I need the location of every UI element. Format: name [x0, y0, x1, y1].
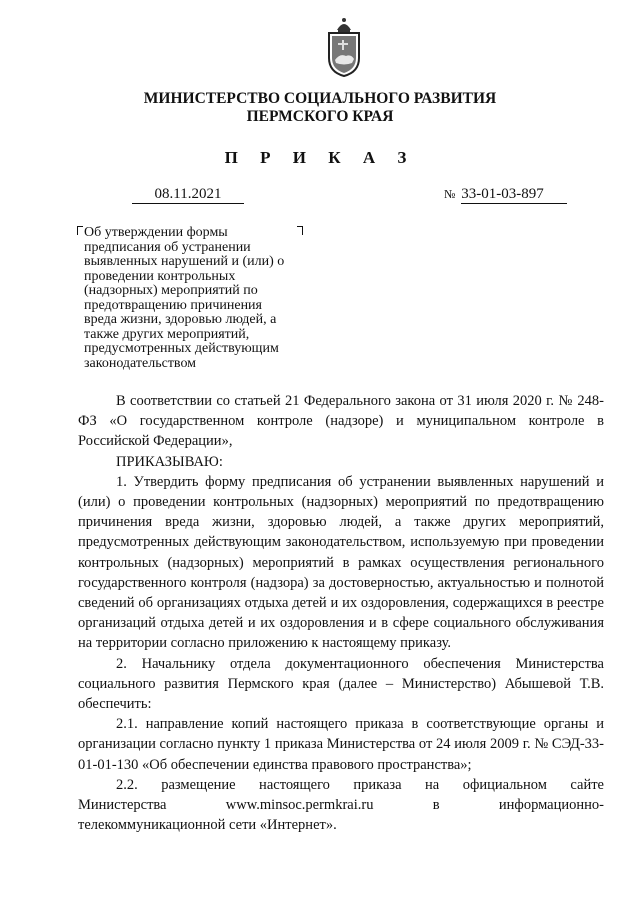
order-subject — [84, 226, 324, 371]
preamble-paragraph: В соответствии со статьей 21 Федерального закона от 31 июля 2020 г. № 248-ФЗ «О государственном контроле (надзоре) и муниципальном контроле в Российской Федерации», — [78, 393, 604, 450]
ministry-name-line2: ПЕРМСКОГО КРАЯ — [246, 108, 394, 125]
subject-line: также других мероприятий, — [84, 326, 250, 342]
order-number-block — [444, 186, 567, 204]
subject-corner-left — [77, 226, 83, 235]
order-item-2-2-line: 2.2. размещение настоящего приказа на официальном сайте — [116, 776, 604, 793]
order-item-2-2-line: Министерства www.minsoc.permkrai.ru в информационно- — [78, 797, 604, 814]
subject-line: проведении контрольных — [84, 268, 236, 284]
coat-of-arms-emblem — [324, 14, 364, 78]
document-type-title: П Р И К А З — [224, 148, 416, 167]
number-sign: № — [444, 187, 456, 201]
subject-line: законодательством — [84, 355, 197, 371]
subject-line: выявленных нарушений и (или) о — [84, 254, 285, 269]
order-item-2: 2. Начальнику отдела документационного обеспечения Министерства социального развития Пермского края (далее – Министерство) Абышевой Т.В. обеспечить: — [78, 655, 604, 713]
subject-line: Об утверждении формы — [84, 225, 228, 240]
order-item-2-1: 2.1. направление копий настоящего приказа в соответствующие органы и организации согласно пункту 1 приказа Министерства от 24 июля 2009 г. № СЭД-33-01-01-130 «Об обеспечении единства правового пространства»; — [78, 716, 604, 773]
order-word: ПРИКАЗЫВАЮ: — [116, 453, 223, 470]
subject-line: предписания об устранении — [84, 239, 251, 255]
order-body — [78, 391, 604, 835]
order-item-1: 1. Утвердить форму предписания об устранении выявленных нарушений и (или) о проведении контрольных (надзорных) мероприятий по предотвращению причинения вреда жизни, здоровью людей, а также других мероприятий, предусмотренных действующим законодательством, используемую при проведении контрольных (надзорных) мероприятий в рамках осуществления регионального государственного контроля (надзора) за достоверностью, актуальностью и полнотой сведений об организациях отдыха детей и их оздоровления, содержащихся в реестре организаций отдыха детей и их оздоровления и в сфере социального обслуживания на территории согласно приложению к настоящему приказу. — [78, 473, 604, 652]
subject-line: предусмотренных действующим — [84, 341, 279, 356]
subject-line: вреда жизни, здоровью людей, а — [84, 312, 277, 327]
order-date: 08.11.2021 — [132, 186, 244, 204]
order-number: 33-01-03-897 — [461, 186, 567, 204]
ministry-name-line1: МИНИСТЕРСТВО СОЦИАЛЬНОГО РАЗВИТИЯ — [143, 90, 497, 107]
ministry-name — [0, 90, 640, 126]
subject-line: (надзорных) мероприятий по — [84, 283, 258, 298]
order-item-2-2-line: телекоммуникационной сети «Интернет». — [78, 817, 337, 834]
subject-line: предотвращению причинения — [84, 297, 262, 313]
